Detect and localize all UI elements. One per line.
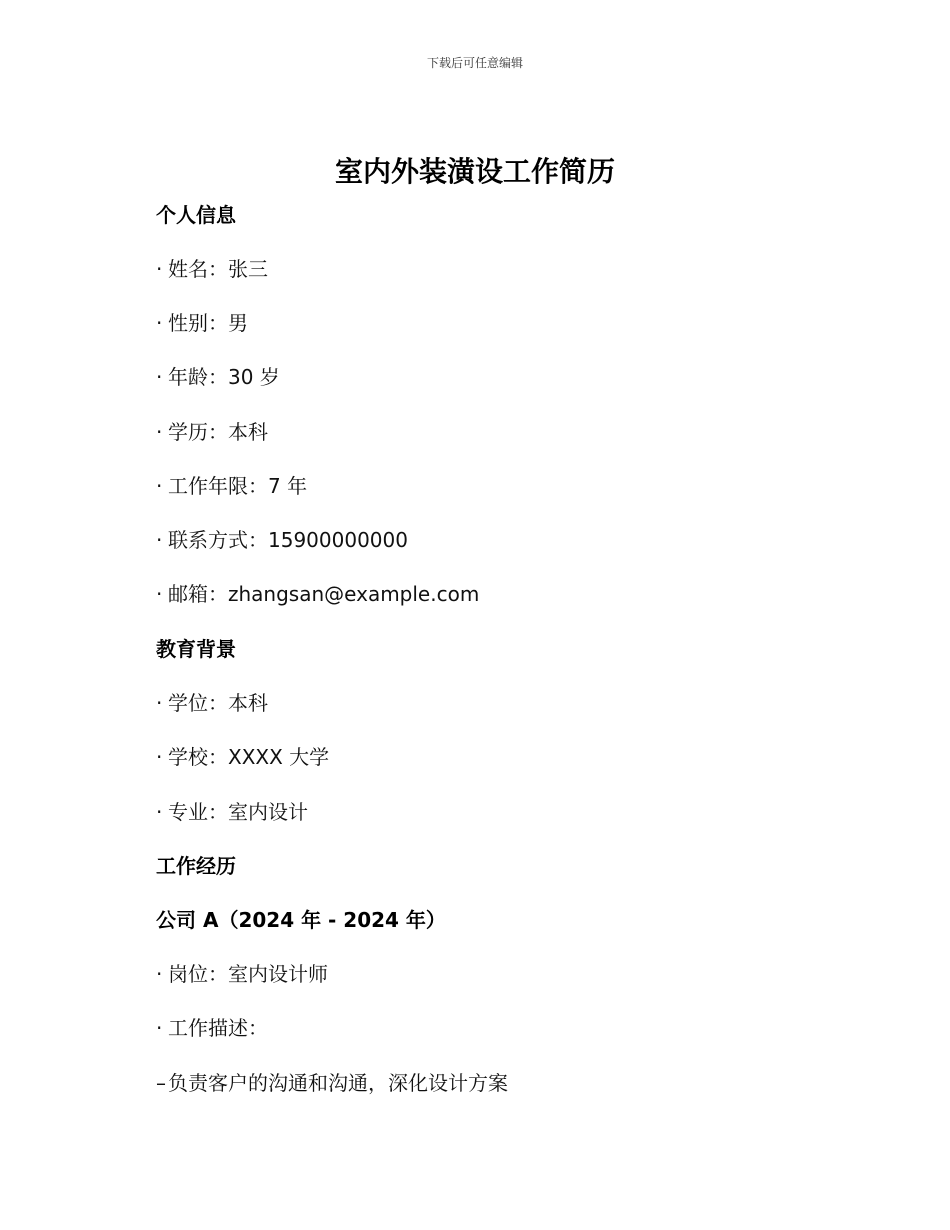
- personal-item-name: [156, 253, 268, 282]
- section-heading-personal: 个人信息: [156, 203, 236, 227]
- education-item-school: [156, 741, 329, 770]
- item-text: 邮箱：zhangsan@example.com: [168, 582, 480, 606]
- education-item-degree: [156, 687, 268, 716]
- bullet-icon: ·: [156, 311, 163, 335]
- bullet-icon: ·: [156, 1016, 163, 1040]
- section-heading-work: 工作经历: [156, 854, 236, 878]
- item-text: 联系方式：15900000000: [168, 528, 408, 552]
- bullet-icon: ·: [156, 257, 163, 281]
- bullet-icon: ·: [156, 365, 163, 389]
- work-item-description-label: [156, 1012, 268, 1041]
- personal-item-work-years: [156, 470, 307, 499]
- header-note: 下载后可任意编辑: [426, 56, 523, 70]
- bullet-icon: ·: [156, 582, 163, 606]
- document-title: 室内外装潢设工作简历: [334, 155, 615, 188]
- bullet-icon: ·: [156, 420, 163, 444]
- item-text: 工作年限：7 年: [168, 474, 308, 498]
- personal-item-gender: [156, 307, 248, 336]
- dash-icon: –: [156, 1071, 166, 1095]
- personal-item-phone: [156, 524, 408, 553]
- work-item-position: [156, 958, 328, 987]
- personal-item-education-level: [156, 416, 268, 445]
- item-text: 学校：XXXX 大学: [168, 745, 330, 769]
- item-text: 学位：本科: [168, 691, 268, 715]
- item-text: 年龄：30 岁: [168, 365, 280, 389]
- personal-item-age: [156, 361, 280, 390]
- item-text: 学历：本科: [168, 420, 268, 444]
- item-text: 负责客户的沟通和沟通，深化设计方案: [168, 1071, 508, 1095]
- work-detail-item: [156, 1067, 508, 1096]
- education-item-major: [156, 796, 308, 825]
- bullet-icon: ·: [156, 474, 163, 498]
- item-text: 专业：室内设计: [168, 800, 308, 824]
- item-text: 性别：男: [168, 311, 248, 335]
- company-heading: 公司 A（2024 年 - 2024 年）: [156, 908, 446, 932]
- item-text: 姓名：张三: [168, 257, 268, 281]
- item-text: 岗位：室内设计师: [168, 962, 328, 986]
- bullet-icon: ·: [156, 962, 163, 986]
- bullet-icon: ·: [156, 800, 163, 824]
- bullet-icon: ·: [156, 745, 163, 769]
- section-heading-education: 教育背景: [156, 637, 236, 661]
- item-text: 工作描述：: [168, 1016, 268, 1040]
- personal-item-email: [156, 578, 479, 607]
- bullet-icon: ·: [156, 528, 163, 552]
- bullet-icon: ·: [156, 691, 163, 715]
